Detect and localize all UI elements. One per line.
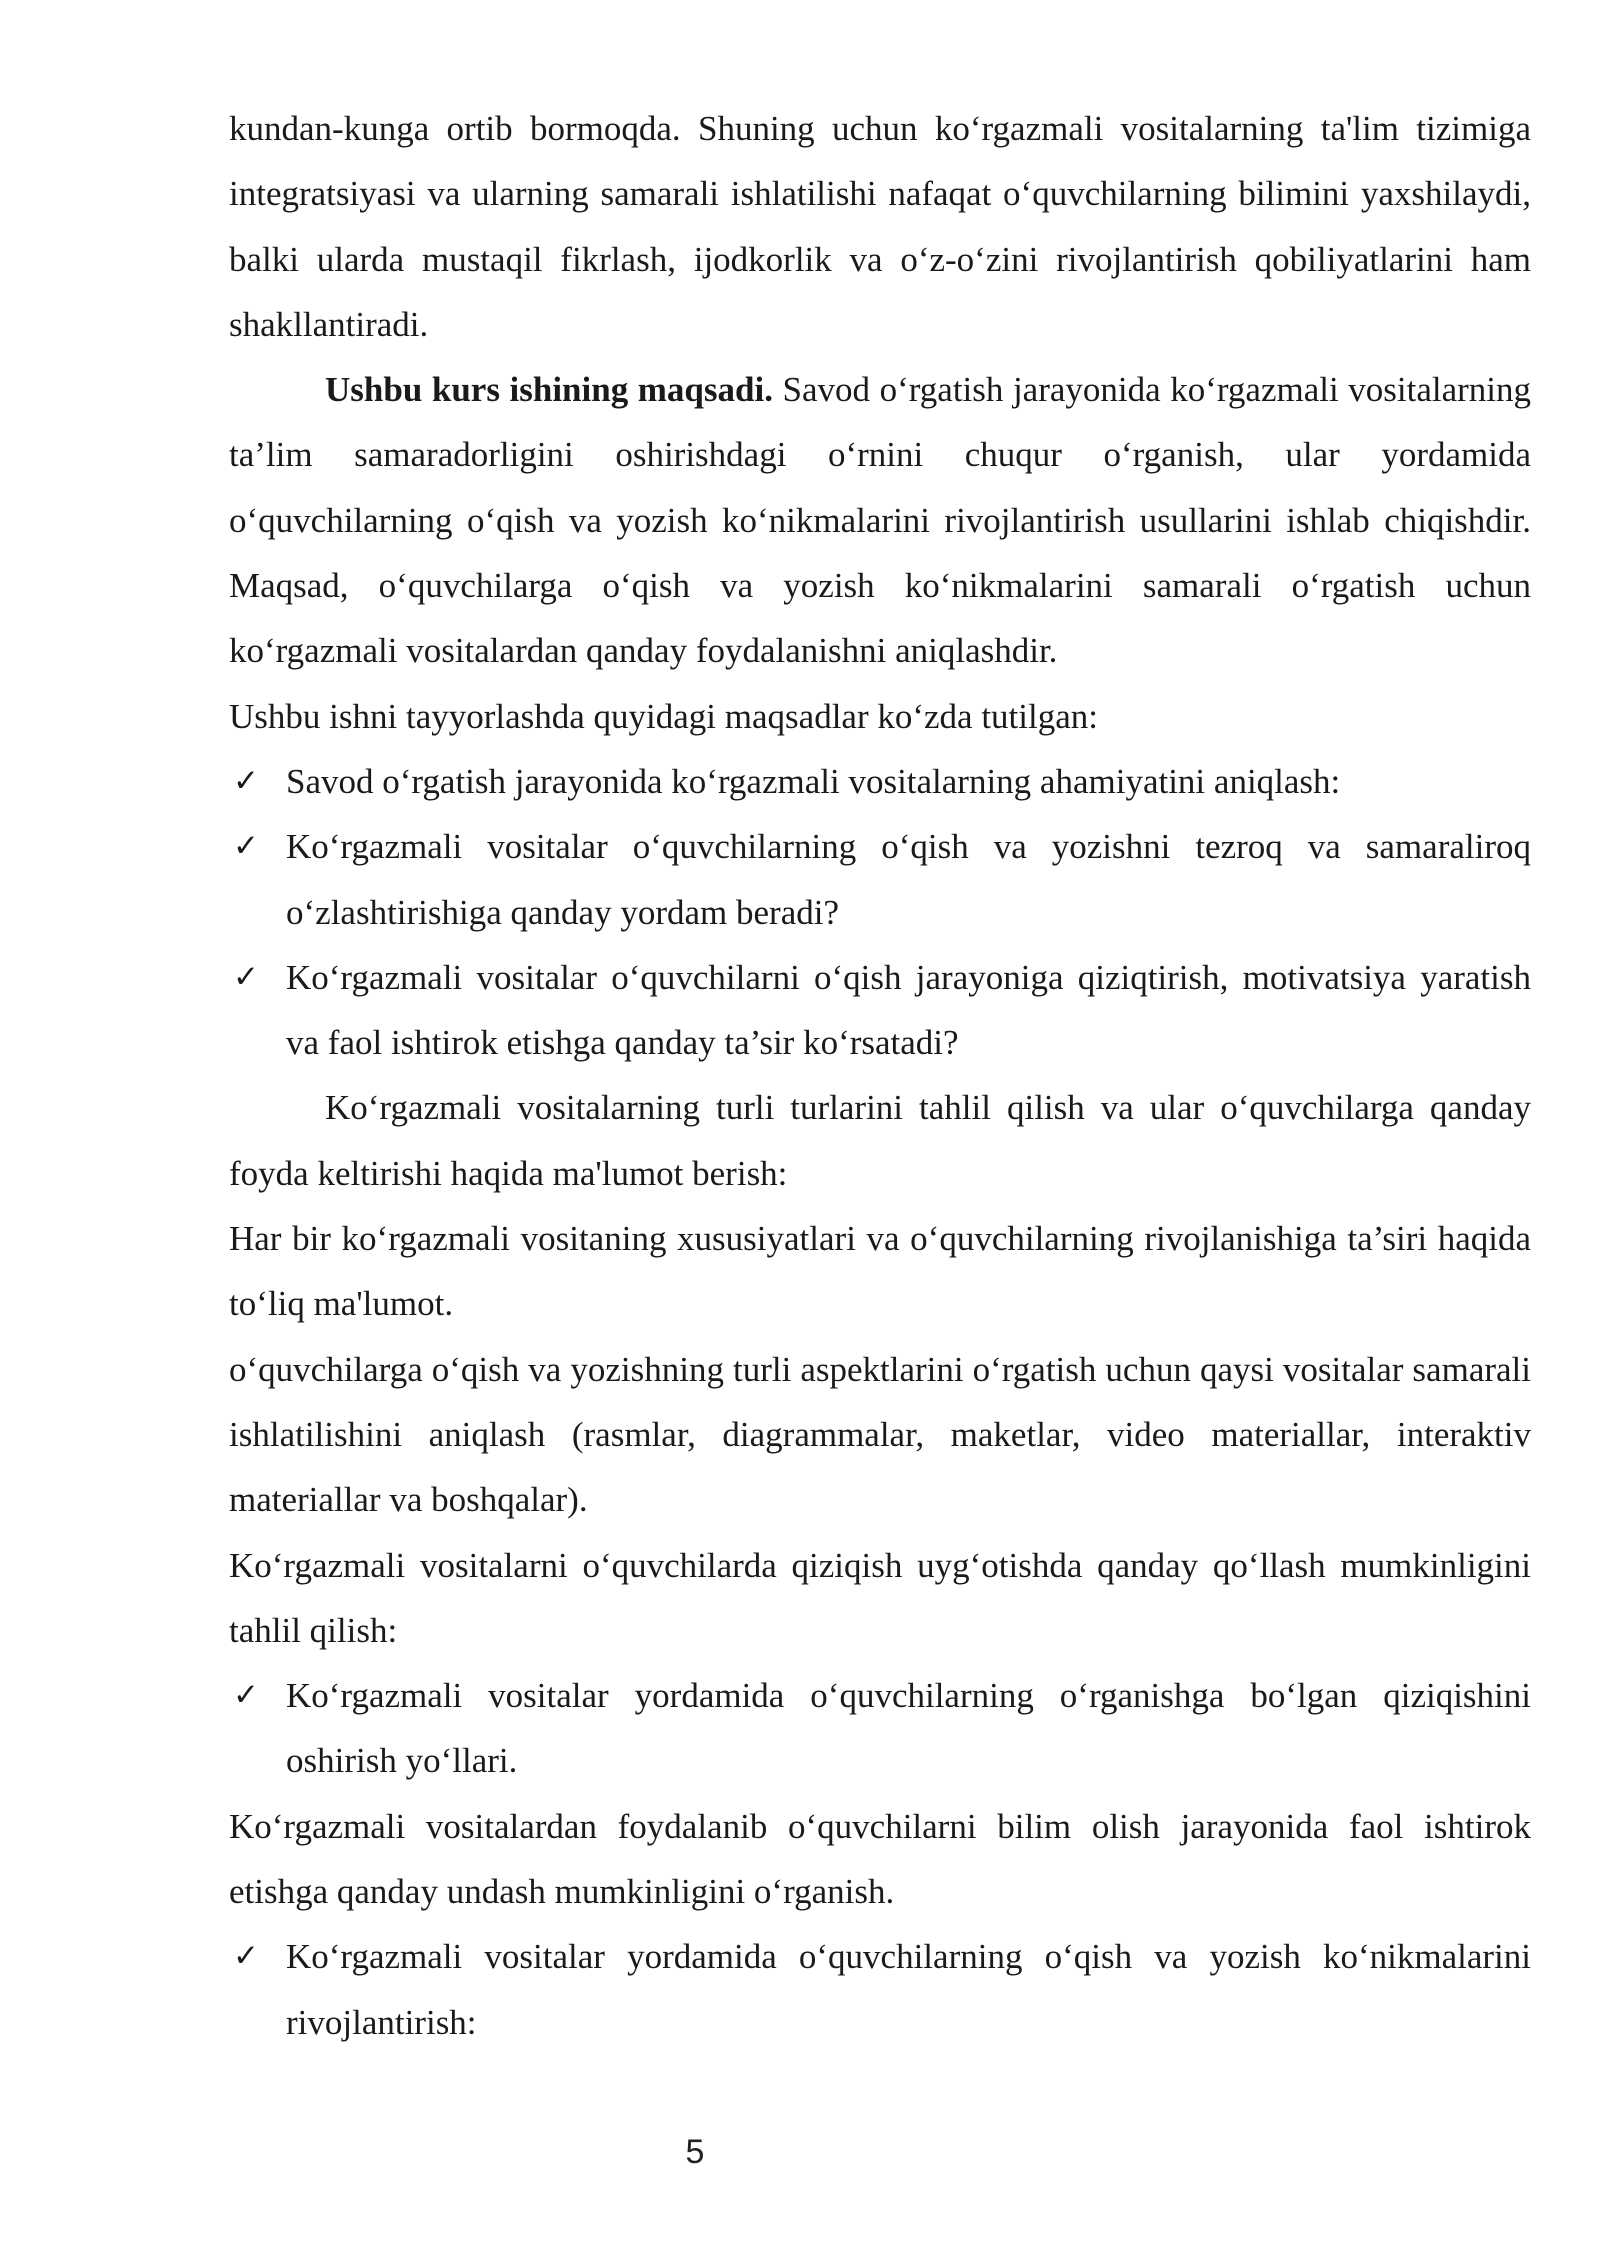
list-item bbox=[229, 1924, 1531, 2055]
list-item bbox=[229, 945, 1531, 1076]
course-goal-heading: Ushbu kurs ishining maqsadi. bbox=[325, 370, 773, 410]
list-item-text: Savod o‘rgatish jarayonida ko‘rgazmali vositalarning ahamiyatini aniqlash: bbox=[286, 761, 1341, 801]
list-item-text: Ko‘rgazmali vositalar yordamida o‘quvchilarning o‘rganishga bo‘lgan qiziqishini oshirish yo‘llari. bbox=[286, 1676, 1531, 1781]
checkmark-icon: ✓ bbox=[233, 958, 259, 995]
list-item-text: Ko‘rgazmali vositalar yordamida o‘quvchilarning o‘qish va yozish ko‘nikmalarini rivojlantirish: bbox=[286, 1937, 1531, 2042]
page-number: 5 bbox=[685, 2133, 705, 2171]
list-item bbox=[229, 749, 1531, 814]
list-item bbox=[229, 1663, 1531, 1794]
paragraph-tool-aspects: o‘quvchilarga o‘qish va yozishning turli aspektlarini o‘rgatish uchun qaysi vositalar samarali ishlatilishini aniqlash (rasmlar, diagrammalar, maketlar, video materiallar, interaktiv materiallar va boshqalar). bbox=[229, 1349, 1531, 1520]
list-item bbox=[229, 814, 1531, 945]
paragraph-goals-intro: Ushbu ishni tayyorlashda quyidagi maqsadlar ko‘zda tutilgan: bbox=[229, 696, 1098, 736]
paragraph-tool-features: Har bir ko‘rgazmali vositaning xususiyatlari va o‘quvchilarning rivojlanishiga ta’siri haqida to‘liq ma'lumot. bbox=[229, 1219, 1531, 1324]
document-page bbox=[229, 96, 1531, 2055]
checkmark-icon: ✓ bbox=[233, 828, 259, 865]
checkmark-icon: ✓ bbox=[233, 1677, 259, 1714]
paragraph-intro-continuation: kundan-kunga ortib bormoqda. Shuning uchun ko‘rgazmali vositalarning ta'lim tizimiga integratsiyasi va ularning samarali ishlatilishi nafaqat o‘quvchilarning bilimini yaxshilaydi, balki ularda mustaqil fikrlash, ijodkorlik va o‘z-o‘zini rivojlantirish qobiliyatlarini ham shakllantiradi. bbox=[229, 109, 1531, 344]
checkmark-icon: ✓ bbox=[233, 762, 259, 799]
paragraph-active-participation: Ko‘rgazmali vositalardan foydalanib o‘quvchilarni bilim olish jarayonida faol ishtirok etishga qanday undash mumkinligini o‘rganish. bbox=[229, 1806, 1531, 1912]
list-item-text: Ko‘rgazmali vositalar o‘quvchilarning o‘qish va yozishni tezroq va samaraliroq o‘zlashtirishiga qanday yordam beradi? bbox=[286, 827, 1531, 932]
paragraph-tool-types: Ko‘rgazmali vositalarning turli turlarini tahlil qilish va ular o‘quvchilarga qanday foyda keltirishi haqida ma'lumot berish: bbox=[229, 1088, 1531, 1193]
paragraph-course-goal bbox=[229, 357, 1531, 683]
paragraph-interest: Ko‘rgazmali vositalarni o‘quvchilarda qiziqish uyg‘otishda qanday qo‘llash mumkinligini tahlil qilish: bbox=[229, 1545, 1531, 1650]
list-item-text: Ko‘rgazmali vositalar o‘quvchilarni o‘qish jarayoniga qiziqtirish, motivatsiya yaratish va faol ishtirok etishga qanday ta’sir ko‘rsatadi? bbox=[286, 957, 1531, 1063]
checkmark-icon: ✓ bbox=[233, 1938, 259, 1975]
course-goal-text: Savod o‘rgatish jarayonida ko‘rgazmali vositalarning ta’lim samaradorligini oshirishdagi o‘rnini chuqur o‘rganish, ular yordamida o‘quvchilarning o‘qish va yozish ko‘nikmalarini rivojlantirish usullarini ishlab chiqishdir. Maqsad, o‘quvchilarga o‘qish va yozish ko‘nikmalarini samarali o‘rgatish uchun ko‘rgazmali vositalardan qanday foydalanishni aniqlashdir. bbox=[229, 370, 1532, 671]
